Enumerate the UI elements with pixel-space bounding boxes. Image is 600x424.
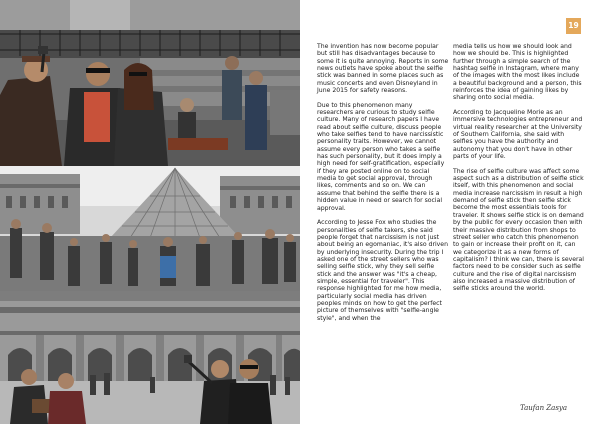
paragraph: Due to this phenomenon many researchers are curious to study selfie culture. Many of research papers I have read about selfie culture, discuss people who take selfies tend to have narcissistic personality traits. However, we cannot assume every person who takes a selfie has such personality, but it does imply a high need for self-gratification, especially if they are posted online on to social media to get social approval, through likes, comments and so on. We can assume that behind the selfie there is a hidden value in need or search for social approval. — [317, 101, 445, 212]
paragraph: According to Jacqueline Morie as an immersive technologies entrepreneur and virtual reality researcher at the University of Southern California, she said with selfies you have the authority and autonomy that you don't have in other parts of your life. — [453, 109, 583, 161]
paragraph: According to Jesse Fox who studies the personalities of selfie takers, she said people forget that narcissism is not just about being an egomaniac, it's also driven by underlying insecurity. During the trip I asked one of the street sellers who was selling selfie stick, why they sell selfie stick and the answer was "it's a cheap, simple, essential for traveler". This response highlighted for me how media, particularly social media has driven peoples minds on how to get the perfect picture of themselves with "selfie-angle style", and when the — [317, 219, 448, 322]
article-column-right — [453, 43, 585, 300]
tourist-selfie-stick-photo — [0, 0, 300, 166]
louvre-palace-couple-selfie-photo — [0, 291, 300, 424]
louvre-pyramid-crowd-photo — [0, 166, 300, 291]
article-column-left — [317, 43, 449, 329]
author-byline: Taufan Zasya — [520, 404, 568, 412]
paragraph: The rise of selfie culture was affect some aspect such as a distribution of selfie stick itself, with this phenomenon and social media increase narcissism in result a high demand of selfie stick then selfie stick become the most essentials tools for traveler. It shows selfie stick is on demand by the public for every occasion then with their massive distribution from shops to street seller who catch this phenomenon to gain or increase their profit on it, can we categorize it as a new forms of capitalism? I think we can, there is several factors need to be consider such as selfie culture and the rise of digital narcissism also increased a massive distribution of selfie sticks around the world. — [453, 167, 585, 293]
photo-icon — [0, 166, 300, 291]
paragraph: media tells us how we should look and how we should be. This is highlighted further through a simple search of the hashtag selfie in Instagram, where many of the images with the most likes include a beautiful background and a person, this reinforces the idea of gaining likes by sharing onto social media. — [453, 43, 582, 102]
photo-icon — [0, 0, 300, 166]
photo-icon — [0, 291, 300, 424]
page-number-tab: 19 — [566, 18, 581, 34]
paragraph: The invention has now become popular but still has disadvantages because to some it is quite annoying. Reports in some news outlets have spoke about the selfie stick was banned in some places such as music concerts and even Disneyland in June 2015 for safety reasons. — [317, 43, 449, 95]
